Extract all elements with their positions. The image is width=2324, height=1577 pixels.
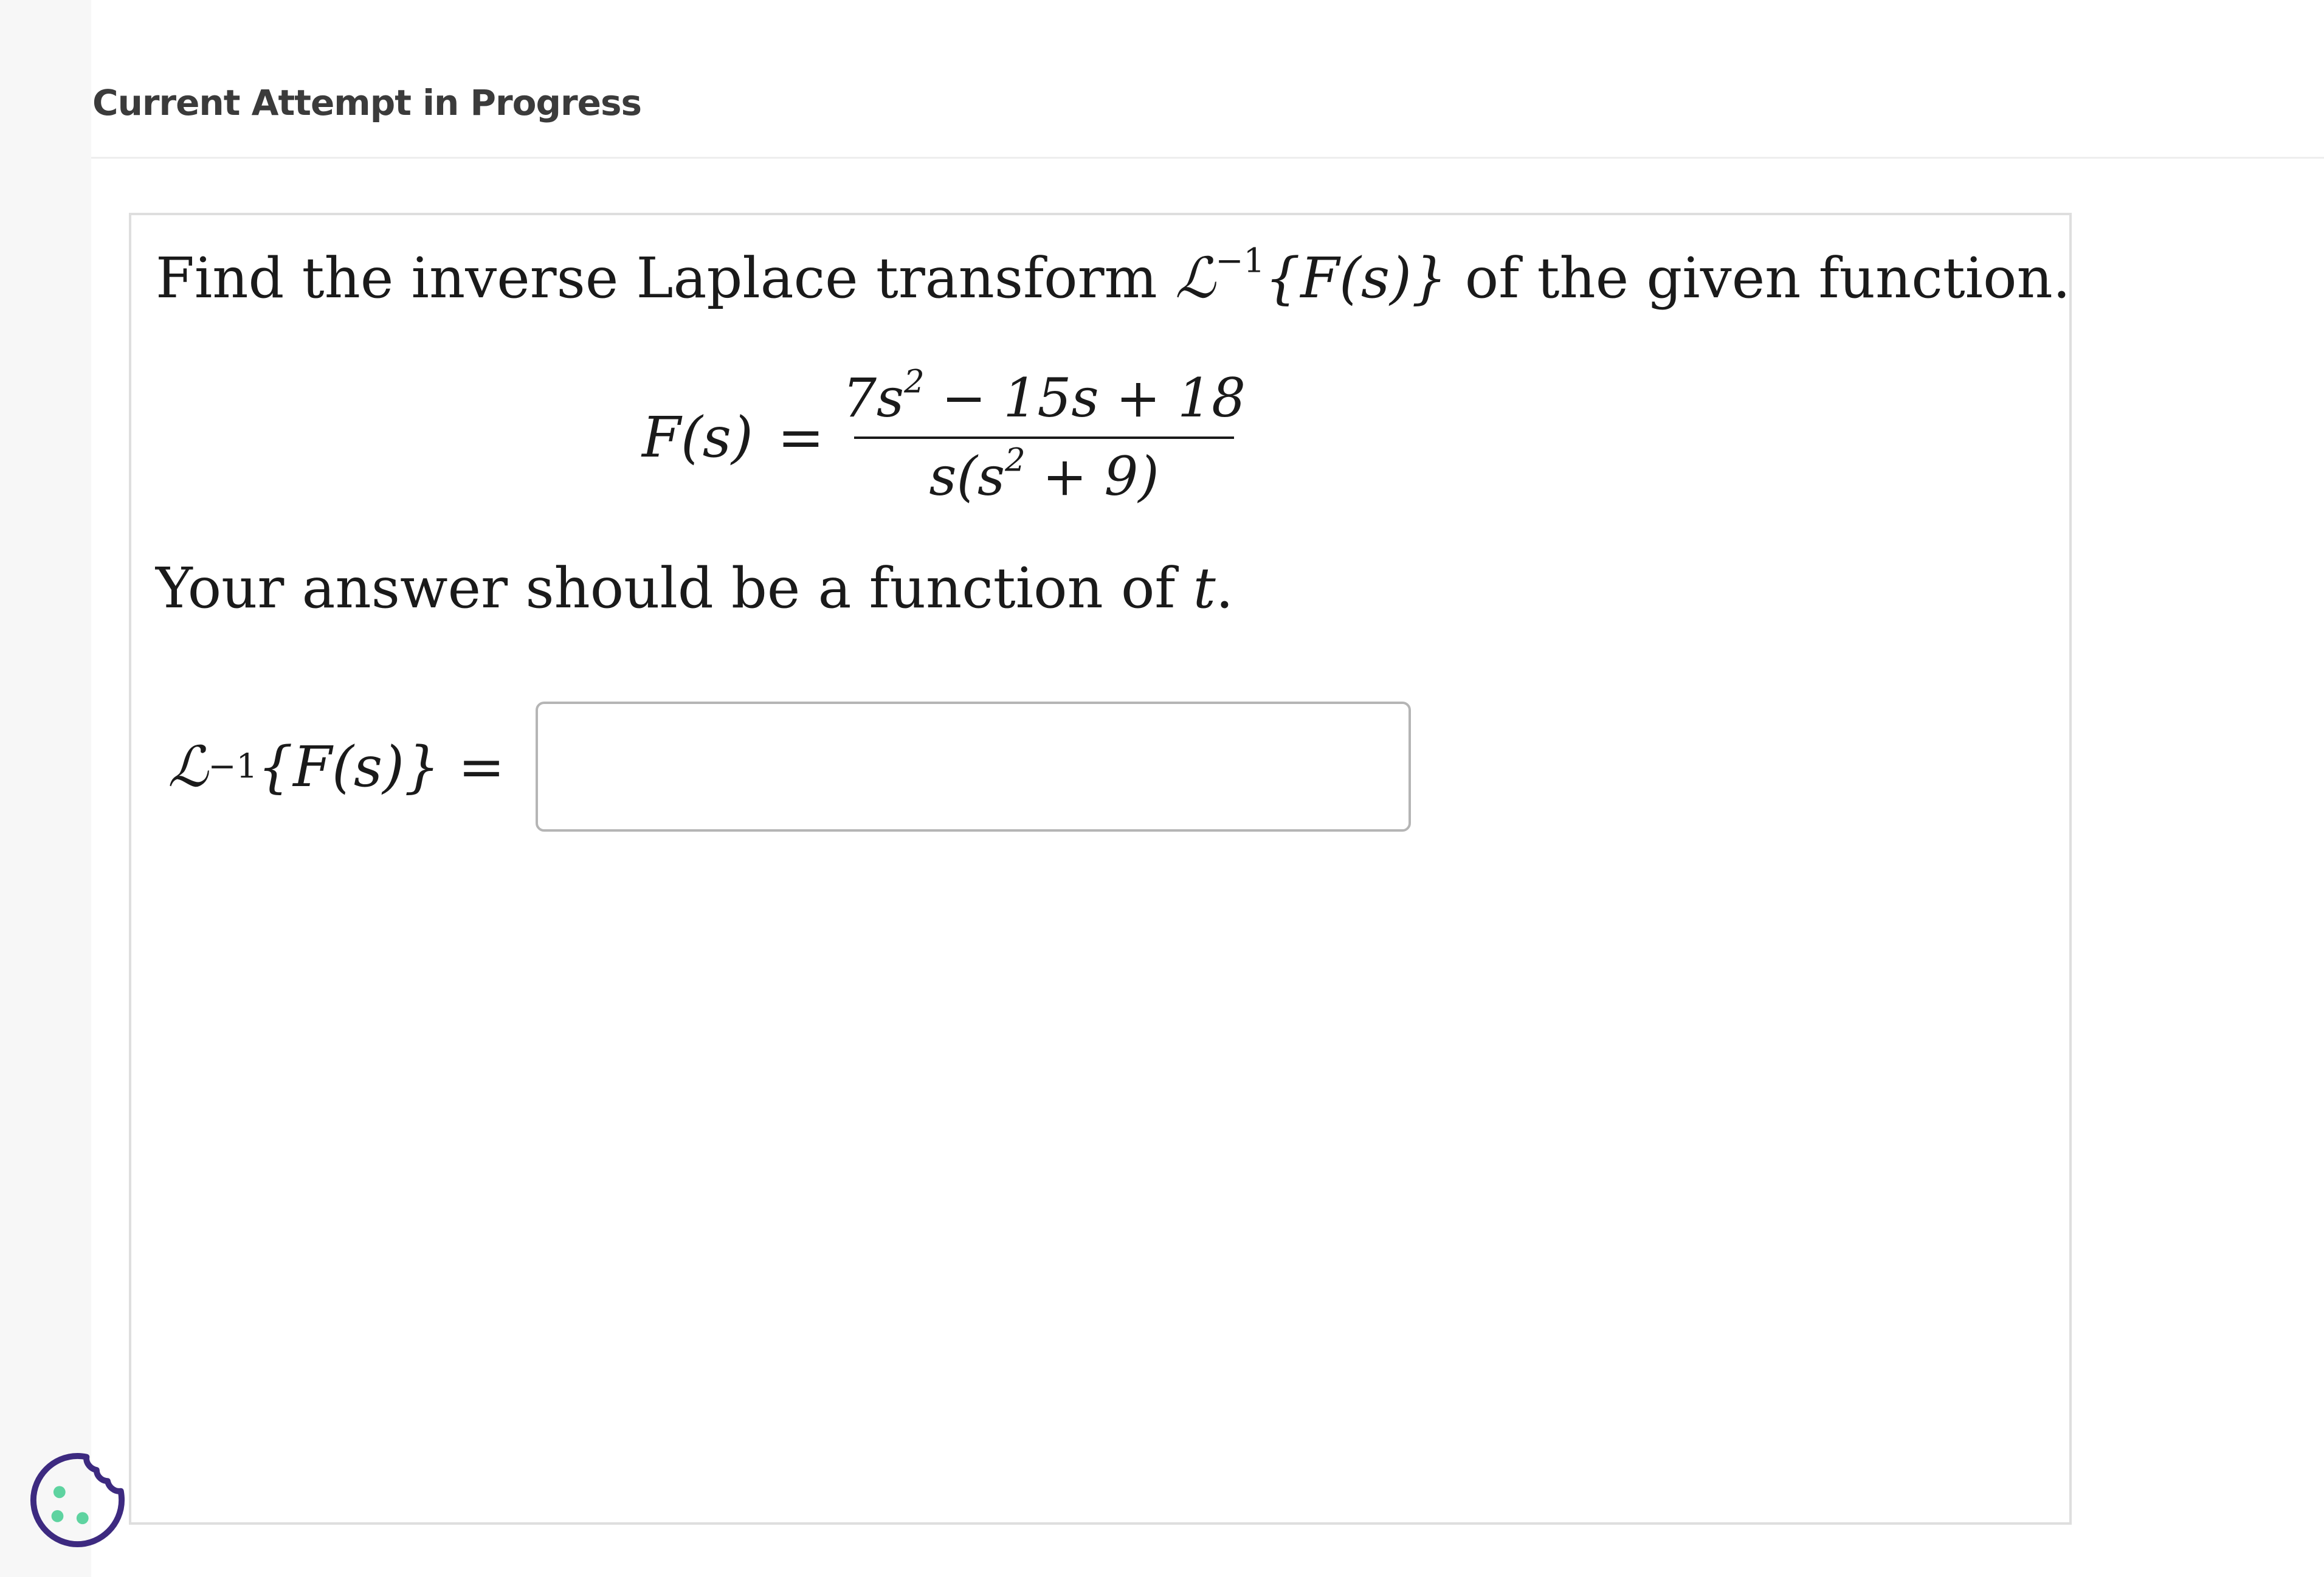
laplace-argument: {F(s)} (1264, 246, 1447, 311)
laplace-exponent: −1 (1215, 241, 1265, 281)
fraction-numerator (842, 363, 1246, 437)
attempt-status-heading: Current Attempt in Progress (92, 82, 641, 123)
question-prompt (156, 241, 2071, 311)
answer-input[interactable] (536, 702, 1411, 832)
numerator-rest: − 15s + 18 (924, 367, 1246, 429)
function-equation (642, 346, 1246, 528)
denominator-rest: + 9) (1025, 445, 1159, 508)
numerator-exponent: 2 (904, 363, 925, 401)
question-panel (129, 213, 2072, 1525)
laplace-operator: ℒ (1175, 246, 1216, 311)
answer-laplace-operator: ℒ (168, 734, 209, 799)
function-fraction (842, 363, 1246, 508)
prompt-text-start: Find the inverse Laplace transform (156, 246, 1176, 311)
header-divider (91, 157, 2324, 159)
instruction-variable: t (1193, 556, 1216, 621)
instruction-text: Your answer should be a function of (156, 556, 1193, 621)
left-gutter (0, 0, 91, 1577)
denominator-start: s(s (929, 445, 1005, 508)
instruction-period: . (1215, 556, 1233, 621)
denominator-exponent: 2 (1005, 441, 1026, 479)
answer-instruction (156, 556, 1233, 621)
cookie-settings-button[interactable] (27, 1450, 128, 1550)
numerator-coef: 7s (842, 367, 905, 429)
answer-equals-sign: = (458, 734, 505, 799)
fraction-denominator (929, 439, 1159, 508)
cookie-icon (27, 1450, 128, 1550)
answer-row: ℒ −1 {F(s)} = (168, 702, 1411, 832)
answer-laplace-argument: {F(s)} (257, 734, 440, 799)
equals-sign: = (777, 404, 824, 470)
prompt-text-end: of the given function. (1447, 246, 2071, 311)
function-lhs: F(s) (642, 404, 753, 470)
